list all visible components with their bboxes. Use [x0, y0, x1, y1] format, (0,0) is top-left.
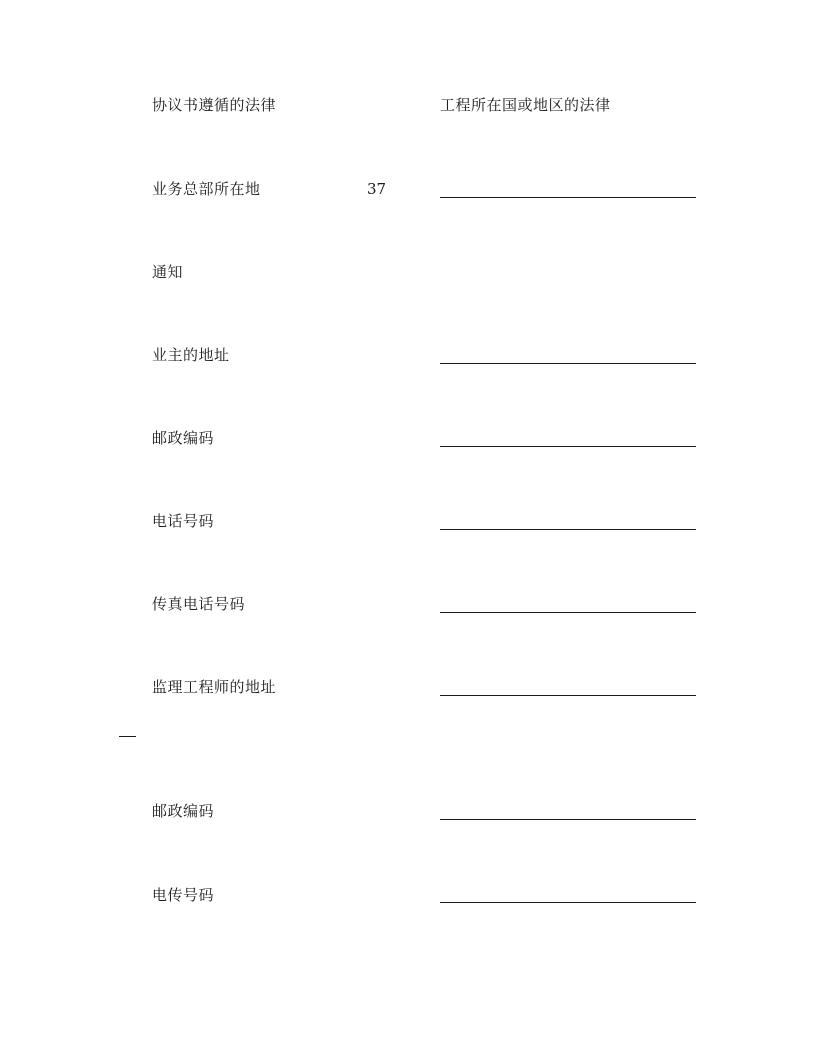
- owner-address-blank-line[interactable]: [440, 363, 696, 364]
- engineer-address-label: 监理工程师的地址: [152, 678, 277, 696]
- engineer-address-blank-line[interactable]: [440, 695, 696, 696]
- notice-heading: 通知: [152, 263, 184, 281]
- owner-fax-label: 传真电话号码: [152, 595, 246, 613]
- governing-law-label: 协议书遵循的法律: [152, 96, 277, 114]
- owner-postcode-blank-line[interactable]: [440, 446, 696, 447]
- margin-dash-mark: [119, 736, 136, 737]
- governing-law-value: 工程所在国或地区的法律: [440, 96, 611, 114]
- owner-fax-blank-line[interactable]: [440, 612, 696, 613]
- engineer-postcode-blank-line[interactable]: [440, 819, 696, 820]
- owner-phone-label: 电话号码: [152, 512, 215, 530]
- owner-phone-blank-line[interactable]: [440, 529, 696, 530]
- business-hq-blank-line[interactable]: [440, 197, 696, 198]
- engineer-postcode-label: 邮政编码: [152, 802, 215, 820]
- business-hq-label: 业务总部所在地: [152, 180, 261, 198]
- engineer-telex-blank-line[interactable]: [440, 902, 696, 903]
- owner-postcode-label: 邮政编码: [152, 429, 215, 447]
- engineer-telex-label: 电传号码: [152, 886, 215, 904]
- business-hq-clause-number: 37: [367, 180, 387, 198]
- owner-address-label: 业主的地址: [152, 346, 230, 364]
